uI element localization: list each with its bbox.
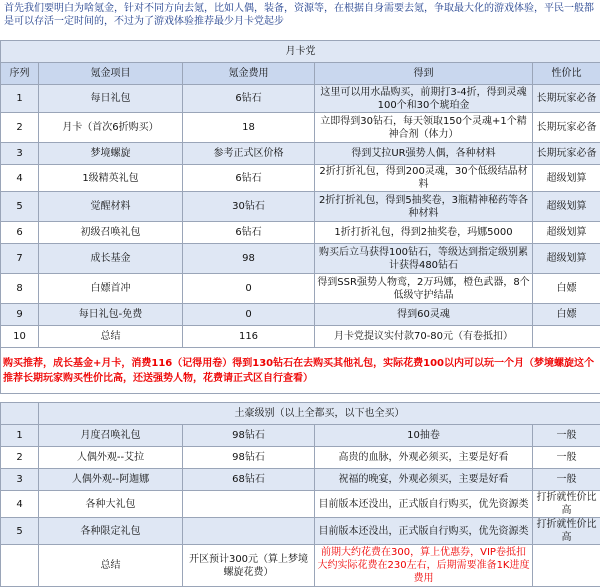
cell-gain: 这里可以用水晶购买，前期打3-4折，得到灵魂100个和30个琥珀金 — [315, 85, 533, 113]
cell-gain: 1折打折礼包，得到2抽奖卷，玛娜5000 — [315, 222, 533, 244]
cell-gain: 10抽卷 — [315, 425, 533, 447]
cell-cost: 98钻石 — [183, 447, 315, 469]
table-row — [1, 425, 600, 447]
table-row — [1, 491, 600, 518]
cell-no: 4 — [1, 165, 39, 192]
cell-cost: 6钻石 — [183, 85, 315, 113]
cell-value: 长期玩家必备 — [533, 113, 600, 143]
cell-gain: 前期大约花费在300，算上优惠券，VIP卷抵扣大约实际花费在230左右，后期需要准备1K进度费用 — [315, 545, 533, 587]
cell-value: 打折就性价比高 — [533, 491, 600, 518]
cell-item: 白嫖首冲 — [39, 274, 183, 304]
cell-item: 总结 — [39, 326, 183, 348]
cell-no: 1 — [1, 425, 39, 447]
cell-value: 一般 — [533, 425, 600, 447]
intro-text: 首先我们要明白为啥氪金，针对不同方向去氪，比如人偶，装备，资源等，在根据自身需要去氪，争取最大化的游戏体验，平民一般都是可以存活一定时间的，不过为了游戏体验推荐最少月卡党起步 — [0, 0, 600, 40]
cell-gain: 得到艾拉UR强势人偶，各种材料 — [315, 143, 533, 165]
cell-cost: 18 — [183, 113, 315, 143]
cell-no: 5 — [1, 518, 39, 545]
cell-item: 初级召唤礼包 — [39, 222, 183, 244]
cell-no: 9 — [1, 304, 39, 326]
table-row — [1, 165, 600, 192]
cell-cost: 6钻石 — [183, 222, 315, 244]
cell-value: 打折就性价比高 — [533, 518, 600, 545]
header-item: 氪金项目 — [39, 63, 183, 85]
cell-item: 人偶外观--阿迦娜 — [39, 469, 183, 491]
cell-value: 一般 — [533, 469, 600, 491]
table-row — [1, 274, 600, 304]
whale-table — [0, 402, 600, 587]
table-row — [1, 545, 600, 587]
cell-item: 人偶外观--艾拉 — [39, 447, 183, 469]
cell-gain: 目前版本还没出，正式版自行购买，优先资源类 — [315, 491, 533, 518]
cell-item: 1级精英礼包 — [39, 165, 183, 192]
cell-item: 梦境螺旋 — [39, 143, 183, 165]
table-row — [1, 469, 600, 491]
cell-no: 2 — [1, 113, 39, 143]
header-gain: 得到 — [315, 63, 533, 85]
cell-no: 7 — [1, 244, 39, 274]
table-row — [1, 447, 600, 469]
cell-cost — [183, 518, 315, 545]
cell-cost: 98 — [183, 244, 315, 274]
cell-no: 3 — [1, 143, 39, 165]
cell-gain: 立即得到30钻石，每天领取150个灵魂+1个精神合剂（体力） — [315, 113, 533, 143]
cell-gain: 祝福的晚宴，外观必须买，主要是好看 — [315, 469, 533, 491]
table-row — [1, 192, 600, 222]
cell-no: 6 — [1, 222, 39, 244]
cell-item: 觉醒材料 — [39, 192, 183, 222]
cell-gain: 高贵的血脉，外观必须买，主要是好看 — [315, 447, 533, 469]
cell-item: 总结 — [39, 545, 183, 587]
cell-cost: 30钻石 — [183, 192, 315, 222]
table-row — [1, 304, 600, 326]
cell-item: 每日礼包-免费 — [39, 304, 183, 326]
cell-gain: 得到SSR强势人物鸾，2万玛娜，橙色武器，8个低级守护结晶 — [315, 274, 533, 304]
cell-no: 10 — [1, 326, 39, 348]
cell-no: 1 — [1, 85, 39, 113]
cell-value: 一般 — [533, 447, 600, 469]
cell-value: 白嫖 — [533, 274, 600, 304]
cell-cost: 0 — [183, 304, 315, 326]
cell-gain: 目前版本还没出，正式版自行购买，优先资源类 — [315, 518, 533, 545]
cell-no: 2 — [1, 447, 39, 469]
purchase-recommendation-note: 购买推荐，成长基金+月卡，消费116（记得用卷）得到130钻石在去购买其他礼包，实际花费100以内可以玩一个月（梦境螺旋这个推荐长期玩家购买性价比高，还送强势人物，花费请正式区自行查看） — [1, 348, 600, 394]
section1-title: 月卡党 — [1, 41, 600, 63]
cell-no: 3 — [1, 469, 39, 491]
cell-value: 白嫖 — [533, 304, 600, 326]
cell-cost: 98钻石 — [183, 425, 315, 447]
cell-gain: 购买后立马获得100钻石，等级达到指定级别累计获得480钻石 — [315, 244, 533, 274]
cell-cost — [183, 491, 315, 518]
cell-cost: 开区预计300元（算上梦境螺旋花费） — [183, 545, 315, 587]
table-row — [1, 244, 600, 274]
header-no: 序列 — [1, 63, 39, 85]
cell-item: 月度召唤礼包 — [39, 425, 183, 447]
table-row — [1, 85, 600, 113]
cell-item: 月卡（首次6折购买） — [39, 113, 183, 143]
section2-title: 土豪级别（以上全都买，以下也全买） — [39, 403, 600, 425]
cell-no: 8 — [1, 274, 39, 304]
cell-value — [533, 545, 600, 587]
cell-cost: 0 — [183, 274, 315, 304]
table-row — [1, 113, 600, 143]
table-row — [1, 326, 600, 348]
cell-item: 各种大礼包 — [39, 491, 183, 518]
cell-value: 超级划算 — [533, 244, 600, 274]
header-value: 性价比 — [533, 63, 600, 85]
cell-gain: 得到60灵魂 — [315, 304, 533, 326]
cell-value: 超级划算 — [533, 192, 600, 222]
table-row — [1, 143, 600, 165]
cell-gain: 2折打折礼包，得到5抽奖卷，3瓶精神秘药等各种材料 — [315, 192, 533, 222]
cell-no — [1, 545, 39, 587]
cell-cost: 参考正式区价格 — [183, 143, 315, 165]
header-cost: 氪金费用 — [183, 63, 315, 85]
cell-value: 超级划算 — [533, 165, 600, 192]
cell-no: 5 — [1, 192, 39, 222]
cell-item: 各种限定礼包 — [39, 518, 183, 545]
cell-value: 长期玩家必备 — [533, 143, 600, 165]
cell-cost: 68钻石 — [183, 469, 315, 491]
cell-value: 超级划算 — [533, 222, 600, 244]
monthly-card-table — [0, 40, 600, 394]
cell-no: 4 — [1, 491, 39, 518]
table-row — [1, 518, 600, 545]
cell-item: 每日礼包 — [39, 85, 183, 113]
cell-value: 长期玩家必备 — [533, 85, 600, 113]
cell-item: 成长基金 — [39, 244, 183, 274]
cell-cost: 116 — [183, 326, 315, 348]
cell-gain: 2折打折礼包，得到200灵魂，30个低级结晶材料 — [315, 165, 533, 192]
cell-cost: 6钻石 — [183, 165, 315, 192]
cell-gain: 月卡党提议实付款70-80元（有卷抵扣） — [315, 326, 533, 348]
table-row — [1, 222, 600, 244]
cell-value — [533, 326, 600, 348]
